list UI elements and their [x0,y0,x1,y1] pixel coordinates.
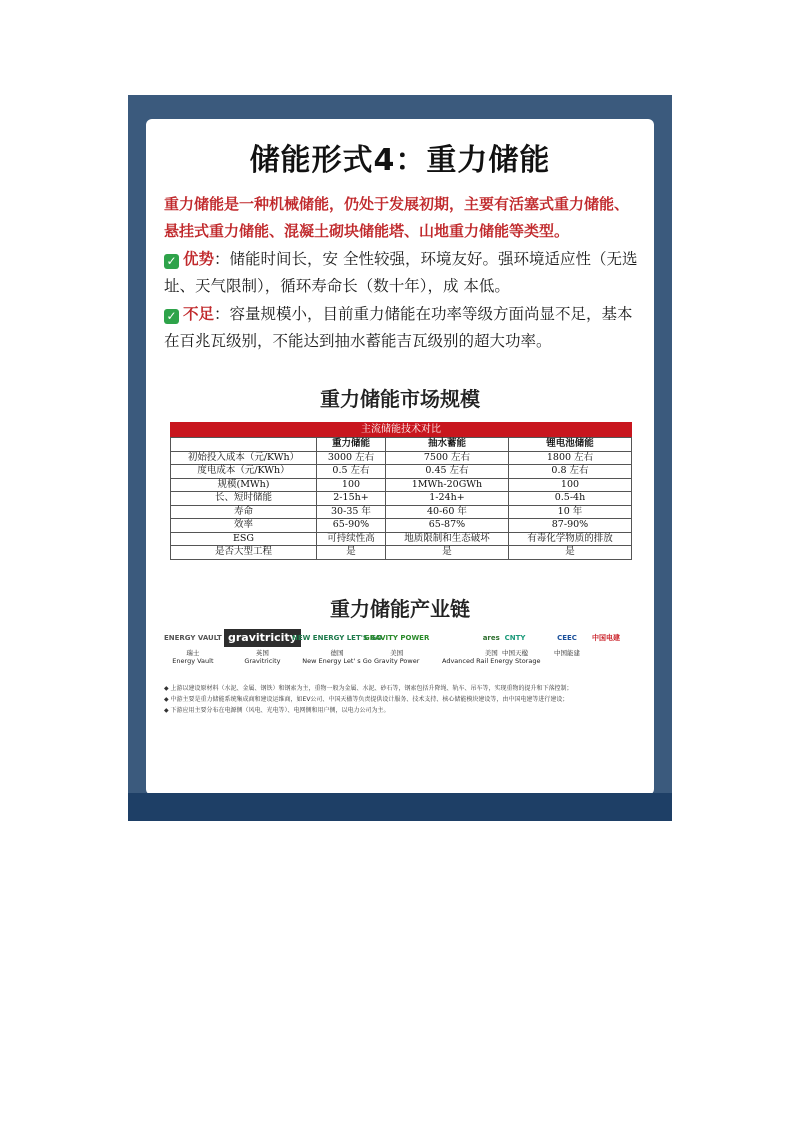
table-cell: 地质限制和生态破坏 [385,532,508,546]
table-cell: 30-35 年 [317,505,386,519]
table-cell: 是否大型工程 [171,546,317,560]
company-logo-caption: 中国天楹 [502,649,528,657]
table-cell: 长、短时储能 [171,492,317,506]
company-logo-caption: Advanced Rail Energy Storage [442,657,541,665]
table-row [171,519,632,533]
table-cell: 0.8 左右 [508,465,631,479]
table-title: 主流储能技术对比 [170,422,632,437]
table-row [171,532,632,546]
chain-note: ◆ 中游主要是重力储能系统集成商和建设运维商，如EV公司、中国天楹等负责提供设计服务、技术支持、核心储能模块建设等，由中国电建等进行建设； [164,696,569,703]
company-logo-caption: 瑞士 [186,649,200,657]
column-header: 抽水蓄能 [385,438,508,452]
table-cell: 100 [508,478,631,492]
table-cell: 效率 [171,519,317,533]
table-cell: 0.5 左右 [317,465,386,479]
company-logo [224,629,301,665]
table-row [171,546,632,560]
check-icon: ✓ [164,254,179,269]
company-logo-caption: Gravity Power [373,657,420,665]
poster-frame [128,95,672,821]
company-logo [502,629,528,657]
table-cell: 0.45 左右 [385,465,508,479]
shortcoming-text: ：容量规模小，目前重力储能在功率等级方面尚显不足，基本在百兆瓦级别，不能达到抽水蓄能吉瓦级别的超大功率。 [164,305,633,350]
company-logo-mark: 中国电建 [592,634,620,642]
table-cell: 3000 左右 [317,451,386,465]
table-cell: 40-60 年 [385,505,508,519]
content-card [146,119,654,795]
comparison-table [170,422,632,560]
table-cell: 7500 左右 [385,451,508,465]
market-title: 重力储能市场规模 [320,387,480,411]
table-cell: 是 [317,546,386,560]
table-cell: 度电成本（元/KWh） [171,465,317,479]
chain-title: 重力储能产业链 [330,597,470,621]
table-cell: ESG [171,532,317,546]
comparison-grid [170,437,632,560]
shortcoming-tag: 不足 [183,305,215,323]
company-logo-caption: 美国 [390,649,404,657]
shortcoming-paragraph [164,301,642,355]
advantage-text: ：储能时间长，安 全性较强，环境友好。强环境适应性（无选址、天气限制），循环寿命长（数十年），成 本低。 [164,250,638,295]
table-row [171,451,632,465]
table-cell: 2-15h+ [317,492,386,506]
column-header: 锂电池储能 [508,438,631,452]
company-logo-caption: 德国 [330,649,344,657]
table-cell: 87-90% [508,519,631,533]
company-logo-caption: Gravitricity [244,657,281,665]
company-logo-mark: ENERGY VAULT [164,634,222,642]
table-cell: 0.5-4h [508,492,631,506]
table-row [171,492,632,506]
advantage-tag: 优势 [183,250,215,268]
table-cell: 65-90% [317,519,386,533]
table-cell: 有毒化学物质的排放 [508,532,631,546]
frame-bottom-bar [128,793,672,821]
company-logo-caption: Energy Vault [172,657,214,665]
chain-note: ◆ 上游以建设原材料（水泥、金属、钢铁）和钢索为主，重物一般为金属、水泥、砂石等，钢索包括升降绳、轨车、吊车等，实现重物的提升和下落控制； [164,685,573,692]
company-logo-mark: CEEC [557,634,577,642]
company-logo-caption: 美国 [484,649,498,657]
table-row [171,505,632,519]
page-title: 储能形式4：重力储能 [249,143,551,178]
table-cell: 1-24h+ [385,492,508,506]
chain-notes [164,683,636,716]
intro-text: 重力储能是一种机械储能，仍处于发展初期，主要有活塞式重力储能、悬挂式重力储能、混凝土砌块储能塔、山地重力储能等类型。 [164,195,630,240]
table-cell: 规模(MWh) [171,478,317,492]
table-cell: 10 年 [508,505,631,519]
company-logo-caption: 英国 [255,649,269,657]
company-logo [364,629,429,665]
check-icon: ✓ [164,309,179,324]
company-logo [164,629,222,665]
table-cell: 寿命 [171,505,317,519]
table-cell: 100 [317,478,386,492]
company-logo-caption: New Energy Let' s Go [302,657,372,665]
company-logo-mark: CNTY [504,634,526,642]
table-cell: 可持续性高 [317,532,386,546]
company-logo-caption: 中国能建 [554,649,580,657]
column-header [171,438,317,452]
chain-note: ◆ 下游应用主要分布在电源侧（风电、光电等）、电网侧和用户侧，以电力公司为主。 [164,707,390,714]
table-cell: 初始投入成本（元/KWh） [171,451,317,465]
company-logo [592,629,620,649]
company-logo-mark: gravitricity [224,629,301,647]
table-cell: 65-87% [385,519,508,533]
column-header: 重力储能 [317,438,386,452]
table-cell: 是 [508,546,631,560]
company-logo [554,629,580,657]
company-logo-mark: NEW ENERGY LET'S GO [292,634,383,642]
table-cell: 1800 左右 [508,451,631,465]
advantage-paragraph [164,246,642,300]
table-cell: 是 [385,546,508,560]
table-row [171,478,632,492]
company-logos [164,629,636,679]
table-row [171,465,632,479]
company-logo-mark: ares [482,634,500,642]
company-logo-mark: GRAVITY POWER [364,634,430,642]
table-cell: 1MWh-20GWh [385,478,508,492]
